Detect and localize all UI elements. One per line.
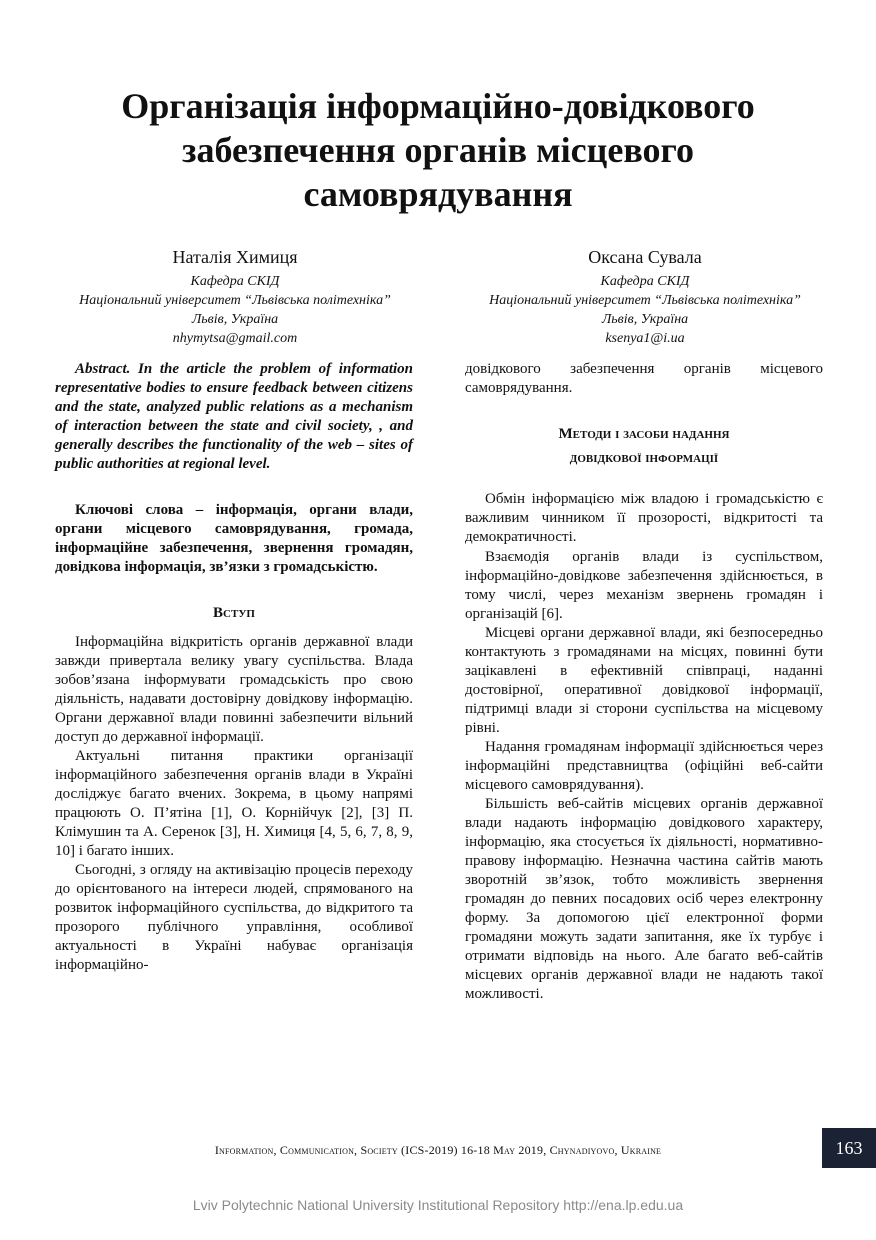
paper-title-line-3: самоврядування <box>303 174 573 214</box>
author-email: nhymytsa@gmail.com <box>172 331 298 346</box>
left-column <box>55 360 413 975</box>
paragraph: Актуальні питання практики організації інформаційного забезпечення органів влади в Україні досліджує багато вчених. Зокрема, в цьому напрямі працюють О. П’ятіна [1], О. Корнійчук [2], [3] П. Клімушин та А. Серенок [3], Н. Химиця [4, 5, 6, 7, 8, 9, 10] і багато інших. <box>55 748 413 859</box>
author-university: Національний університет “Львівська політехніка” <box>489 293 801 308</box>
paragraph: Обмін інформацією між владою і громадськістю є важливим чинником її прозорості, відкритості та демократичності. <box>465 491 823 545</box>
author-city: Львів, Україна <box>601 312 689 327</box>
paragraph-continuation: довідкового забезпечення органів місцевого самоврядування. <box>465 361 823 396</box>
author-university: Національний університет “Львівська політехніка” <box>79 293 391 308</box>
paragraph: Взаємодія органів влади із суспільством, інформаційно-довідкове забезпечення здійснюється, в тому числі, через механізм звернень громадян і організацій [6]. <box>465 549 823 622</box>
paper-title <box>60 84 816 216</box>
conference-footer: Information, Communication, Society (ICS-2019) 16-18 May 2019, Chynadiyovo, Ukraine <box>214 1143 662 1157</box>
author-block-2 <box>455 244 835 348</box>
author-block-1 <box>45 244 425 348</box>
paragraph: Сьогодні, з огляду на активізацію процесів переходу до орієнтованого на інтереси людей, спрямованого на розвиток інформаційного суспільства, до відкритого та прозорого публічного управління, особливої актуальності в Україні набуває організація інформаційно- <box>55 862 413 973</box>
paragraph: Більшість веб-сайтів місцевих органів державної влади надають інформацію довідкового характеру, інформацію, яка стосується їх діяльності, нормативно-правову інформацію. Незначна частина сайтів мають зворотній зв’язок, тобто можливість звернення громадян до певних посадових осіб через електронну форму. За допомогою цієї електронної форми громадяни можуть задати запитання, яке їх турбує і отримати відповідь на нього. Але багато веб-сайтів місцевих органів державної влади не надають такої можливості. <box>465 796 823 1002</box>
section-heading-line-1: Методи і засоби надання <box>558 426 730 442</box>
right-column <box>465 360 823 1004</box>
section-heading-methods <box>465 422 823 470</box>
author-city: Львів, Україна <box>191 312 279 327</box>
page-number: 163 <box>822 1128 876 1168</box>
abstract: Abstract. In the article the problem of information representative bodies to ensure feedback between citizens and the state, analyzed public relations as a mechanism of interaction between the state and civil society, , and generally describes the functionality of the web – sites of public authorities at regional level. <box>55 361 413 472</box>
author-name: Оксана Сувала <box>588 247 702 267</box>
paper-title-line-2: забезпечення органів місцевого <box>182 130 694 170</box>
paper-title-line-1: Організація інформаційно-довідкового <box>121 86 755 126</box>
keywords: Ключові слова – інформація, органи влади, органи місцевого самоврядування, громада, інформаційне забезпечення, звернення громадян, довідкова інформація, зв’язки з громадськістю. <box>55 502 413 575</box>
section-heading-line-2: довідкової інформації <box>569 450 719 466</box>
paragraph: Надання громадянам інформації здійснюється через інформаційні представництва (офіційні веб-сайти місцевого самоврядування). <box>465 739 823 793</box>
author-department: Кафедра СКІД <box>190 274 280 289</box>
author-department: Кафедра СКІД <box>600 274 690 289</box>
author-email: ksenya1@i.ua <box>605 331 685 346</box>
author-name: Наталія Химиця <box>172 247 298 267</box>
section-heading-introduction: Вступ <box>213 605 255 621</box>
paragraph: Інформаційна відкритість органів державної влади завжди привертала велику увагу суспільства. Влада зобов’язана інформувати громадськість про свою діяльність, надавати достовірну довідкову інформацію. Органи державної влади повинні забезпечити вільний доступ до державної інформації. <box>55 634 413 745</box>
paragraph: Місцеві органи державної влади, які безпосередньо контактують з громадянами на місцях, повинні бути зацікавлені в ефективній співпраці, наданні достовірної, оперативної довідкової інформації, підтримці влади зі сторони суспільства на місцевому рівні. <box>465 625 823 736</box>
repository-footer: Lviv Polytechnic National University Institutional Repository http://ena.lp.edu.ua <box>192 1197 684 1213</box>
